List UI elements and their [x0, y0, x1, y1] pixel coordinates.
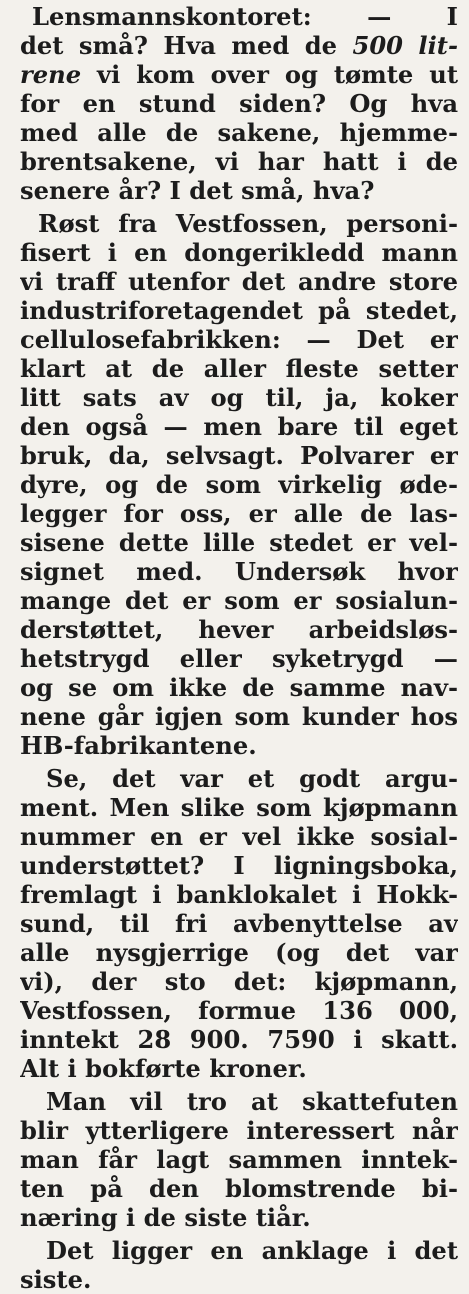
text-line: industriforetagendet på stedet, — [20, 296, 458, 325]
text-line: Lensmannskontoret: — I — [32, 2, 458, 31]
text-line: senere år? I det små, hva? — [20, 176, 375, 205]
text-line: vi), der sto det: kjøpmann, — [20, 967, 458, 996]
text-line: ment. Men slike som kjøpmann — [20, 793, 458, 822]
text-line: blir ytterligere interessert når — [20, 1116, 458, 1145]
text-line: Røst fra Vestfossen, personi- — [38, 209, 458, 238]
text-line: sund, til fri avbenyttelse av — [20, 909, 458, 938]
text-line: og se om ikke de samme nav- — [20, 673, 458, 702]
article-paragraph — [20, 2, 458, 205]
italic-text: 500 lit- — [352, 31, 458, 60]
text-line: sisene dette lille stedet er vel- — [20, 528, 458, 557]
text-line: dyre, og de som virkelig øde- — [20, 470, 458, 499]
text-line: understøttet? I ligningsboka, — [20, 851, 458, 880]
article-paragraph — [20, 1236, 458, 1294]
text-line: fremlagt i banklokalet i Hokk- — [20, 880, 458, 909]
italic-text: rene — [20, 60, 82, 89]
text-line: legger for oss, er alle de las- — [20, 499, 458, 528]
article-paragraph — [20, 764, 458, 1083]
text-line: for en stund siden? Og hva — [20, 89, 458, 118]
text-fragment: det små? Hva med de — [20, 31, 353, 60]
text-line: Det ligger en anklage i det — [46, 1236, 458, 1265]
article-paragraph — [20, 209, 458, 760]
text-line: med alle de sakene, hjemme- — [20, 118, 458, 147]
text-line: mange det er som er sosialun- — [20, 586, 458, 615]
text-line — [20, 60, 458, 89]
text-line: brentsakene, vi har hatt i de — [20, 147, 458, 176]
text-line: man får lagt sammen inntek- — [20, 1145, 458, 1174]
text-line: den også — men bare til eget — [20, 412, 458, 441]
text-fragment: vi kom over og tømte ut — [81, 60, 458, 89]
text-line: derstøttet, hever arbeidsløs- — [20, 615, 458, 644]
text-line: nummer en er vel ikke sosial- — [20, 822, 458, 851]
text-line: Alt i bokførte kroner. — [20, 1054, 307, 1083]
text-line: inntekt 28 900. 7590 i skatt. — [20, 1025, 458, 1054]
text-line: alle nysgjerrige (og det var — [20, 938, 458, 967]
text-line: nene går igjen som kunder hos — [20, 702, 458, 731]
text-line — [20, 31, 458, 60]
text-line: hetstrygd eller syketrygd — — [20, 644, 458, 673]
article-paragraph — [20, 1087, 458, 1232]
text-line: Man vil tro at skattefuten — [46, 1087, 458, 1116]
text-line: litt sats av og til, ja, koker — [20, 383, 458, 412]
text-line: næring i de siste tiår. — [20, 1203, 311, 1232]
text-line: Se, det var et godt argu- — [46, 764, 458, 793]
text-line: signet med. Undersøk hvor — [20, 557, 458, 586]
text-line: vi traff utenfor det andre store — [20, 267, 458, 296]
text-line: HB-fabrikantene. — [20, 731, 257, 760]
text-line: bruk, da, selvsagt. Polvarer er — [20, 441, 458, 470]
text-line: Vestfossen, formue 136 000, — [20, 996, 458, 1025]
text-line: fisert i en dongerikledd mann — [20, 238, 458, 267]
text-line: siste. — [20, 1265, 92, 1294]
text-line: klart at de aller fleste setter — [20, 354, 458, 383]
text-line: cellulosefabrikken: — Det er — [20, 325, 458, 354]
text-line: ten på den blomstrende bi- — [20, 1174, 458, 1203]
